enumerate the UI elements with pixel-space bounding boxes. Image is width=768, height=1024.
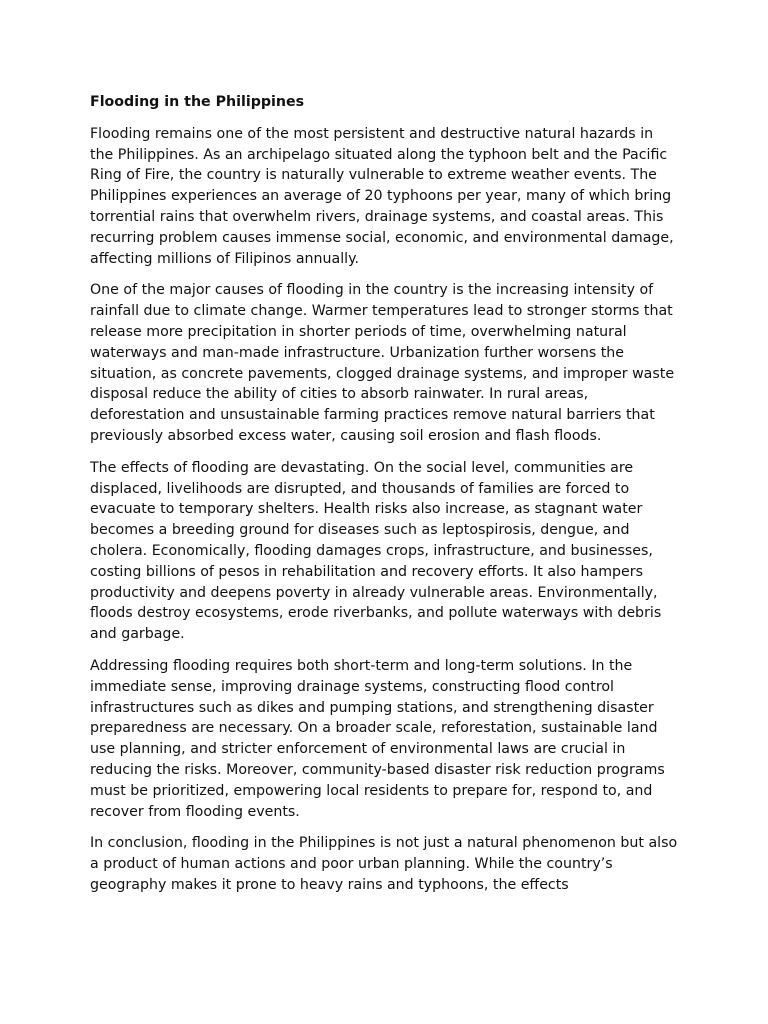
document-title: Flooding in the Philippines: [90, 94, 305, 110]
paragraph-solutions: Addressing flooding requires both short-term and long-term solutions. In the immediate sense, improving drainage systems, constructing flood control infrastructures such as dikes and pumping stations, and strengthening disaster preparedness are necessary. On a broader scale, reforestation, sustainable land use planning, and stricter enforcement of environmental laws are crucial in reducing the risks. Moreover, community-based disaster risk reduction programs must be prioritized, empowering local residents to prepare for, respond to, and recover from flooding events.: [90, 657, 665, 820]
document-body: [90, 92, 680, 907]
paragraph-effects: The effects of flooding are devastating. On the social level, communities are displaced, livelihoods are disrupted, and thousands of families are forced to evacuate to temporary shelters. Health risks also increase, as stagnant water becomes a breeding ground for diseases such as leptospirosis, dengue, and cholera. Economically, flooding damages crops, infrastructure, and businesses, costing billions of pesos in rehabilitation and recovery efforts. It also hampers productivity and deepens poverty in already vulnerable areas. Environmentally, floods destroy ecosystems, erode riverbanks, and pollute waterways with debris and garbage.: [90, 459, 662, 643]
paragraph-conclusion: In conclusion, flooding in the Philippines is not just a natural phenomenon but also a product of human actions and poor urban planning. While the country’s geography makes it prone to heavy rains and typhoons, the effects: [90, 835, 678, 893]
paragraph-introduction: Flooding remains one of the most persistent and destructive natural hazards in the Philippines. As an archipelago situated along the typhoon belt and the Pacific Ring of Fire, the country is naturally vulnerable to extreme weather events. The Philippines experiences an average of 20 typhoons per year, many of which bring torrential rains that overwhelm rivers, drainage systems, and coastal areas. This recurring problem causes immense social, economic, and environmental damage, affecting millions of Filipinos annually.: [90, 125, 674, 267]
paragraph-causes: One of the major causes of flooding in the country is the increasing intensity of rainfall due to climate change. Warmer temperatures lead to stronger storms that release more precipitation in shorter periods of time, overwhelming natural waterways and man-made infrastructure. Urbanization further worsens the situation, as concrete pavements, clogged drainage systems, and improper waste disposal reduce the ability of cities to absorb rainwater. In rural areas, deforestation and unsustainable farming practices remove natural barriers that previously absorbed excess water, causing soil erosion and flash floods.: [90, 282, 675, 444]
